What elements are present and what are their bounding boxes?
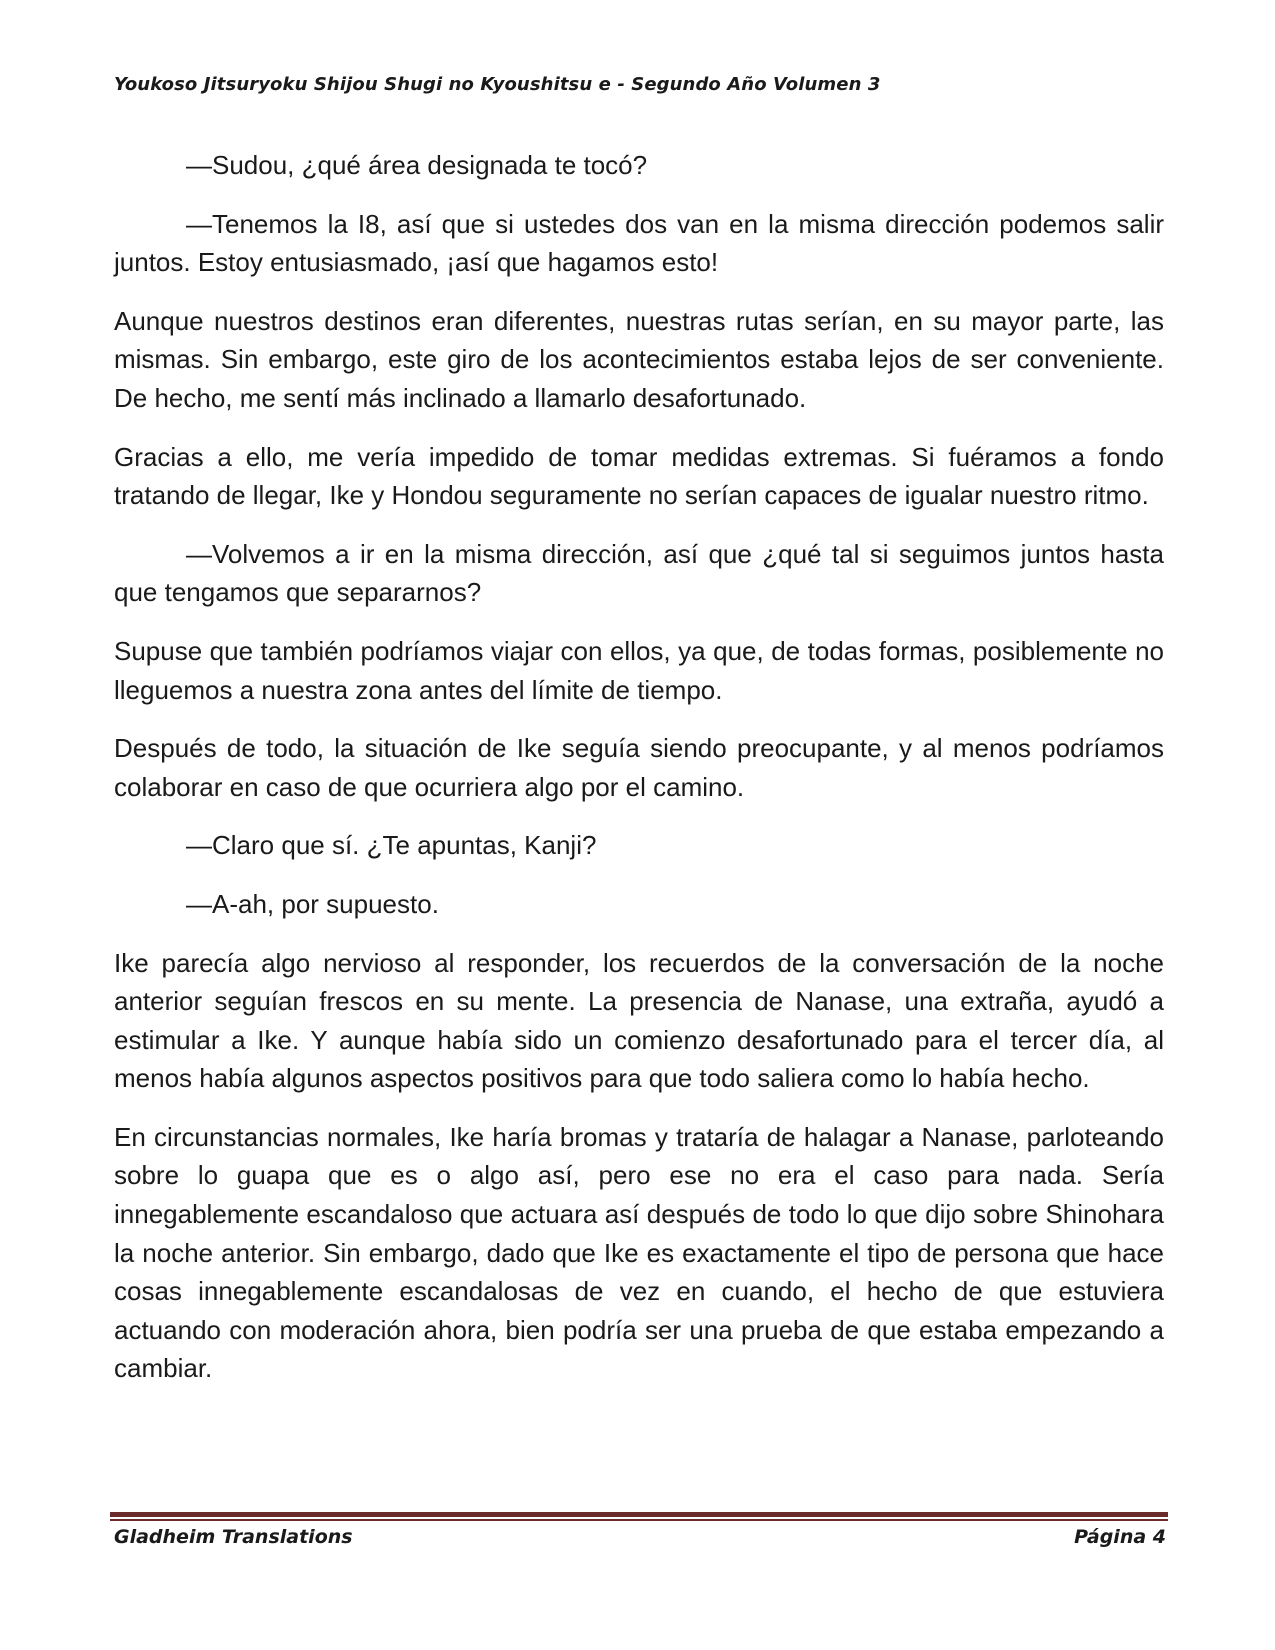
paragraph-dialogue: —Tenemos la I8, así que si ustedes dos van en la misma dirección podemos salir juntos. Estoy entusiasmado, ¡así que hagamos esto!	[114, 208, 1164, 278]
paragraph-dialogue: —A-ah, por supuesto.	[186, 888, 439, 919]
paragraph: Supuse que también podríamos viajar con ellos, ya que, de todas formas, posiblemente no lleguemos a nuestra zona antes del límite de tiempo.	[114, 635, 1164, 705]
running-header: Youkoso Jitsuryoku Shijou Shugi no Kyoushitsu e - Segundo Año Volumen 3	[114, 74, 881, 95]
footer-rule-thick	[110, 1512, 1168, 1517]
paragraph: Gracias a ello, me vería impedido de tomar medidas extremas. Si fuéramos a fondo tratando de llegar, Ike y Hondou seguramente no serían capaces de igualar nuestro ritmo.	[114, 441, 1164, 511]
paragraph-dialogue: —Claro que sí. ¿Te apuntas, Kanji?	[186, 830, 597, 861]
footer-publisher: Gladheim Translations	[114, 1526, 353, 1548]
paragraph-dialogue: —Volvemos a ir en la misma dirección, así que ¿qué tal si seguimos juntos hasta que tengamos que separarnos?	[114, 538, 1164, 608]
footer-rule-thin	[110, 1519, 1168, 1521]
paragraph: Después de todo, la situación de Ike seguía siendo preocupante, y al menos podríamos colaborar en caso de que ocurriera algo por el camino.	[114, 733, 1164, 802]
paragraph: En circunstancias normales, Ike haría bromas y trataría de halagar a Nanase, parloteando sobre lo guapa que es o algo así, pero ese no era el caso para nada. Sería innegablemente escandaloso que actuara así después de todo lo que dijo sobre Shinohara la noche anterior. Sin embargo, dado que Ike es exactamente el tipo de persona que hace cosas innegablemente escandalosas de vez en cuando, el hecho de que estuviera actuando con moderación ahora, bien podría ser una prueba de que estaba empezando a cambiar.	[114, 1121, 1164, 1384]
paragraph: Aunque nuestros destinos eran diferentes, nuestras rutas serían, en su mayor parte, las mismas. Sin embargo, este giro de los acontecimientos estaba lejos de ser conveniente. De hecho, me sentí más inclinado a llamarlo desafortunado.	[114, 305, 1164, 413]
paragraph: Ike parecía algo nervioso al responder, los recuerdos de la conversación de la noche anterior seguían frescos en su mente. La presencia de Nanase, una extraña, ayudó a estimular a Ike. Y aunque había sido un comienzo desafortunado para el tercer día, al menos había algunos aspectos positivos para que todo saliera como lo había hecho.	[114, 947, 1164, 1094]
paragraph-dialogue: —Sudou, ¿qué área designada te tocó?	[186, 150, 648, 180]
body-text	[114, 146, 1164, 1408]
footer-page-number: Página 4	[1074, 1526, 1166, 1548]
